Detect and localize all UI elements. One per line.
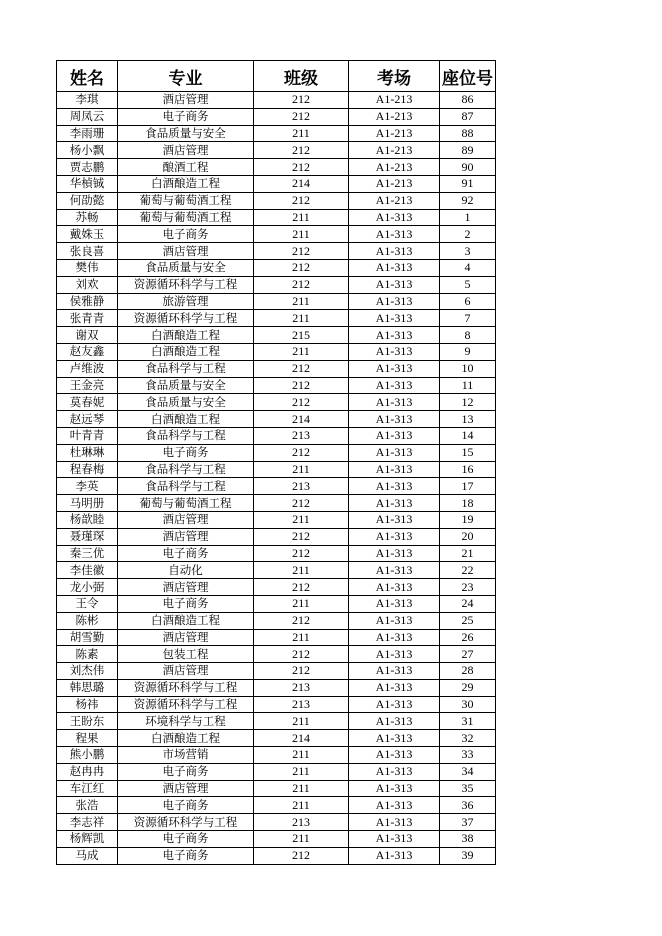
cell-name[interactable]: 赵远琴 bbox=[57, 411, 118, 428]
header-seat-number: 座位号 bbox=[440, 61, 496, 92]
cell-major[interactable]: 资源循环科学与工程 bbox=[118, 276, 254, 293]
cell-name[interactable]: 戴姝玉 bbox=[57, 226, 118, 243]
table-row bbox=[57, 327, 496, 344]
table-row bbox=[57, 478, 496, 495]
cell-exam-room[interactable]: A1-313 bbox=[349, 495, 440, 512]
cell-major[interactable]: 食品科学与工程 bbox=[118, 427, 254, 444]
cell-seat-number[interactable]: 23 bbox=[440, 579, 496, 596]
cell-class[interactable]: 213 bbox=[254, 427, 349, 444]
table-row bbox=[57, 142, 496, 159]
cell-name[interactable]: 陈素 bbox=[57, 646, 118, 663]
cell-major[interactable]: 酒店管理 bbox=[118, 579, 254, 596]
cell-class[interactable]: 211 bbox=[254, 310, 349, 327]
seating-table bbox=[56, 60, 496, 865]
cell-seat-number[interactable]: 86 bbox=[440, 92, 496, 109]
cell-seat-number[interactable]: 17 bbox=[440, 478, 496, 495]
cell-major[interactable]: 酒店管理 bbox=[118, 511, 254, 528]
cell-exam-room[interactable]: A1-313 bbox=[349, 646, 440, 663]
cell-name[interactable]: 侯雅静 bbox=[57, 293, 118, 310]
cell-name[interactable]: 贾志鹏 bbox=[57, 159, 118, 176]
cell-major[interactable]: 酒店管理 bbox=[118, 142, 254, 159]
cell-seat-number[interactable]: 5 bbox=[440, 276, 496, 293]
cell-exam-room[interactable]: A1-313 bbox=[349, 427, 440, 444]
table-row bbox=[57, 243, 496, 260]
cell-name[interactable]: 程春梅 bbox=[57, 461, 118, 478]
table-row bbox=[57, 343, 496, 360]
cell-exam-room[interactable]: A1-313 bbox=[349, 629, 440, 646]
cell-name[interactable]: 张青青 bbox=[57, 310, 118, 327]
cell-seat-number[interactable]: 32 bbox=[440, 730, 496, 747]
cell-major[interactable]: 环境科学与工程 bbox=[118, 713, 254, 730]
cell-name[interactable]: 樊伟 bbox=[57, 259, 118, 276]
cell-exam-room[interactable]: A1-313 bbox=[349, 310, 440, 327]
cell-major[interactable]: 食品质量与安全 bbox=[118, 377, 254, 394]
table-row bbox=[57, 444, 496, 461]
cell-major[interactable]: 葡萄与葡萄酒工程 bbox=[118, 209, 254, 226]
cell-major[interactable]: 资源循环科学与工程 bbox=[118, 814, 254, 831]
table-row bbox=[57, 310, 496, 327]
cell-exam-room[interactable]: A1-313 bbox=[349, 360, 440, 377]
table-row bbox=[57, 629, 496, 646]
table-row bbox=[57, 259, 496, 276]
cell-seat-number[interactable]: 88 bbox=[440, 125, 496, 142]
cell-exam-room[interactable]: A1-213 bbox=[349, 108, 440, 125]
cell-exam-room[interactable]: A1-313 bbox=[349, 562, 440, 579]
cell-major[interactable]: 白酒酿造工程 bbox=[118, 730, 254, 747]
cell-class[interactable]: 211 bbox=[254, 125, 349, 142]
cell-major[interactable]: 资源循环科学与工程 bbox=[118, 696, 254, 713]
cell-seat-number[interactable]: 91 bbox=[440, 175, 496, 192]
cell-name[interactable]: 何劭懿 bbox=[57, 192, 118, 209]
cell-class[interactable]: 211 bbox=[254, 797, 349, 814]
table-body bbox=[57, 92, 496, 865]
table-row bbox=[57, 679, 496, 696]
cell-name[interactable]: 王盼东 bbox=[57, 713, 118, 730]
cell-name[interactable]: 苏畅 bbox=[57, 209, 118, 226]
cell-exam-room[interactable]: A1-313 bbox=[349, 259, 440, 276]
cell-seat-number[interactable]: 31 bbox=[440, 713, 496, 730]
cell-name[interactable]: 李志祥 bbox=[57, 814, 118, 831]
table-row bbox=[57, 663, 496, 680]
table-row bbox=[57, 545, 496, 562]
cell-name[interactable]: 陈彬 bbox=[57, 612, 118, 629]
table-row bbox=[57, 377, 496, 394]
table-row bbox=[57, 646, 496, 663]
cell-major[interactable]: 电子商务 bbox=[118, 226, 254, 243]
cell-seat-number[interactable]: 4 bbox=[440, 259, 496, 276]
cell-exam-room[interactable]: A1-313 bbox=[349, 226, 440, 243]
cell-seat-number[interactable]: 36 bbox=[440, 797, 496, 814]
cell-seat-number[interactable]: 38 bbox=[440, 831, 496, 848]
cell-exam-room[interactable]: A1-313 bbox=[349, 679, 440, 696]
table-row bbox=[57, 92, 496, 109]
cell-class[interactable]: 211 bbox=[254, 226, 349, 243]
cell-major[interactable]: 白酒酿造工程 bbox=[118, 411, 254, 428]
cell-seat-number[interactable]: 13 bbox=[440, 411, 496, 428]
cell-seat-number[interactable]: 26 bbox=[440, 629, 496, 646]
cell-major[interactable]: 旅游管理 bbox=[118, 293, 254, 310]
table-row bbox=[57, 713, 496, 730]
cell-class[interactable]: 211 bbox=[254, 343, 349, 360]
table-row bbox=[57, 192, 496, 209]
cell-class[interactable]: 211 bbox=[254, 209, 349, 226]
cell-class[interactable]: 212 bbox=[254, 259, 349, 276]
cell-name[interactable]: 胡雪勤 bbox=[57, 629, 118, 646]
cell-seat-number[interactable]: 25 bbox=[440, 612, 496, 629]
cell-seat-number[interactable]: 20 bbox=[440, 528, 496, 545]
table-row bbox=[57, 511, 496, 528]
table-row bbox=[57, 747, 496, 764]
table-row bbox=[57, 495, 496, 512]
table-row bbox=[57, 175, 496, 192]
cell-major[interactable]: 食品质量与安全 bbox=[118, 259, 254, 276]
table-row bbox=[57, 562, 496, 579]
header-name: 姓名 bbox=[57, 61, 118, 92]
table-row bbox=[57, 226, 496, 243]
cell-name[interactable]: 刘杰伟 bbox=[57, 663, 118, 680]
cell-class[interactable]: 214 bbox=[254, 730, 349, 747]
table-row bbox=[57, 276, 496, 293]
cell-name[interactable]: 赵友鑫 bbox=[57, 343, 118, 360]
cell-seat-number[interactable]: 87 bbox=[440, 108, 496, 125]
cell-major[interactable]: 包装工程 bbox=[118, 646, 254, 663]
cell-class[interactable]: 212 bbox=[254, 394, 349, 411]
header-class: 班级 bbox=[254, 61, 349, 92]
cell-exam-room[interactable]: A1-313 bbox=[349, 444, 440, 461]
cell-exam-room[interactable]: A1-313 bbox=[349, 461, 440, 478]
cell-exam-room[interactable]: A1-313 bbox=[349, 511, 440, 528]
cell-name[interactable]: 杨辉凯 bbox=[57, 831, 118, 848]
cell-seat-number[interactable]: 39 bbox=[440, 847, 496, 864]
cell-major[interactable]: 电子商务 bbox=[118, 595, 254, 612]
cell-seat-number[interactable]: 11 bbox=[440, 377, 496, 394]
cell-class[interactable]: 211 bbox=[254, 763, 349, 780]
cell-class[interactable]: 213 bbox=[254, 679, 349, 696]
table-row bbox=[57, 209, 496, 226]
cell-major[interactable]: 葡萄与葡萄酒工程 bbox=[118, 192, 254, 209]
cell-exam-room[interactable]: A1-313 bbox=[349, 713, 440, 730]
cell-name[interactable]: 熊小鹏 bbox=[57, 747, 118, 764]
cell-seat-number[interactable]: 21 bbox=[440, 545, 496, 562]
cell-class[interactable]: 212 bbox=[254, 108, 349, 125]
cell-seat-number[interactable]: 90 bbox=[440, 159, 496, 176]
cell-name[interactable]: 韩思璐 bbox=[57, 679, 118, 696]
cell-exam-room[interactable]: A1-313 bbox=[349, 579, 440, 596]
cell-class[interactable]: 211 bbox=[254, 595, 349, 612]
cell-seat-number[interactable]: 6 bbox=[440, 293, 496, 310]
table-row bbox=[57, 579, 496, 596]
cell-seat-number[interactable]: 16 bbox=[440, 461, 496, 478]
cell-name[interactable]: 华楨铖 bbox=[57, 175, 118, 192]
table-row bbox=[57, 159, 496, 176]
cell-major[interactable]: 酒店管理 bbox=[118, 663, 254, 680]
cell-name[interactable]: 马明册 bbox=[57, 495, 118, 512]
cell-major[interactable]: 白酒酿造工程 bbox=[118, 327, 254, 344]
cell-class[interactable]: 214 bbox=[254, 411, 349, 428]
cell-exam-room[interactable]: A1-313 bbox=[349, 814, 440, 831]
cell-major[interactable]: 酒店管理 bbox=[118, 243, 254, 260]
cell-name[interactable]: 王令 bbox=[57, 595, 118, 612]
cell-exam-room[interactable]: A1-213 bbox=[349, 192, 440, 209]
cell-name[interactable]: 李英 bbox=[57, 478, 118, 495]
cell-class[interactable]: 212 bbox=[254, 142, 349, 159]
table-row bbox=[57, 360, 496, 377]
cell-seat-number[interactable]: 9 bbox=[440, 343, 496, 360]
cell-name[interactable]: 杜琳琳 bbox=[57, 444, 118, 461]
cell-seat-number[interactable]: 30 bbox=[440, 696, 496, 713]
cell-exam-room[interactable]: A1-313 bbox=[349, 747, 440, 764]
cell-seat-number[interactable]: 19 bbox=[440, 511, 496, 528]
cell-seat-number[interactable]: 33 bbox=[440, 747, 496, 764]
cell-name[interactable]: 张良喜 bbox=[57, 243, 118, 260]
cell-name[interactable]: 秦三优 bbox=[57, 545, 118, 562]
header-exam-room: 考场 bbox=[349, 61, 440, 92]
cell-exam-room[interactable]: A1-313 bbox=[349, 797, 440, 814]
cell-name[interactable]: 赵冉冉 bbox=[57, 763, 118, 780]
cell-major[interactable]: 电子商务 bbox=[118, 763, 254, 780]
cell-exam-room[interactable]: A1-213 bbox=[349, 159, 440, 176]
cell-name[interactable]: 周凤云 bbox=[57, 108, 118, 125]
cell-exam-room[interactable]: A1-313 bbox=[349, 528, 440, 545]
cell-class[interactable]: 212 bbox=[254, 579, 349, 596]
cell-name[interactable]: 叶青青 bbox=[57, 427, 118, 444]
table-row bbox=[57, 411, 496, 428]
cell-class[interactable]: 211 bbox=[254, 629, 349, 646]
table-row bbox=[57, 528, 496, 545]
cell-class[interactable]: 212 bbox=[254, 243, 349, 260]
cell-major[interactable]: 食品科学与工程 bbox=[118, 360, 254, 377]
cell-class[interactable]: 212 bbox=[254, 377, 349, 394]
cell-seat-number[interactable]: 10 bbox=[440, 360, 496, 377]
cell-exam-room[interactable]: A1-313 bbox=[349, 411, 440, 428]
cell-class[interactable]: 211 bbox=[254, 461, 349, 478]
cell-class[interactable]: 212 bbox=[254, 495, 349, 512]
cell-major[interactable]: 白酒酿造工程 bbox=[118, 175, 254, 192]
cell-exam-room[interactable]: A1-313 bbox=[349, 595, 440, 612]
cell-class[interactable]: 212 bbox=[254, 528, 349, 545]
table-row bbox=[57, 612, 496, 629]
cell-seat-number[interactable]: 15 bbox=[440, 444, 496, 461]
cell-name[interactable]: 莫春妮 bbox=[57, 394, 118, 411]
cell-major[interactable]: 酒店管理 bbox=[118, 629, 254, 646]
cell-major[interactable]: 白酒酿造工程 bbox=[118, 343, 254, 360]
cell-seat-number[interactable]: 37 bbox=[440, 814, 496, 831]
cell-exam-room[interactable]: A1-313 bbox=[349, 394, 440, 411]
cell-major[interactable]: 酿酒工程 bbox=[118, 159, 254, 176]
cell-seat-number[interactable]: 8 bbox=[440, 327, 496, 344]
cell-seat-number[interactable]: 24 bbox=[440, 595, 496, 612]
cell-class[interactable]: 214 bbox=[254, 175, 349, 192]
cell-major[interactable]: 电子商务 bbox=[118, 797, 254, 814]
cell-name[interactable]: 车江红 bbox=[57, 780, 118, 797]
cell-exam-room[interactable]: A1-313 bbox=[349, 343, 440, 360]
cell-class[interactable]: 212 bbox=[254, 360, 349, 377]
cell-class[interactable]: 213 bbox=[254, 478, 349, 495]
cell-exam-room[interactable]: A1-313 bbox=[349, 276, 440, 293]
cell-exam-room[interactable]: A1-313 bbox=[349, 763, 440, 780]
cell-major[interactable]: 食品科学与工程 bbox=[118, 461, 254, 478]
cell-name[interactable]: 程果 bbox=[57, 730, 118, 747]
cell-major[interactable]: 酒店管理 bbox=[118, 92, 254, 109]
cell-exam-room[interactable]: A1-313 bbox=[349, 545, 440, 562]
cell-exam-room[interactable]: A1-313 bbox=[349, 478, 440, 495]
cell-seat-number[interactable]: 14 bbox=[440, 427, 496, 444]
cell-exam-room[interactable]: A1-313 bbox=[349, 780, 440, 797]
cell-class[interactable]: 211 bbox=[254, 293, 349, 310]
cell-exam-room[interactable]: A1-313 bbox=[349, 730, 440, 747]
cell-seat-number[interactable]: 34 bbox=[440, 763, 496, 780]
cell-class[interactable]: 211 bbox=[254, 713, 349, 730]
cell-class[interactable]: 212 bbox=[254, 663, 349, 680]
cell-exam-room[interactable]: A1-313 bbox=[349, 293, 440, 310]
cell-exam-room[interactable]: A1-313 bbox=[349, 831, 440, 848]
cell-class[interactable]: 213 bbox=[254, 814, 349, 831]
cell-name[interactable]: 杨祎 bbox=[57, 696, 118, 713]
cell-class[interactable]: 212 bbox=[254, 276, 349, 293]
table-row bbox=[57, 595, 496, 612]
cell-name[interactable]: 卢维波 bbox=[57, 360, 118, 377]
cell-exam-room[interactable]: A1-313 bbox=[349, 847, 440, 864]
cell-class[interactable]: 212 bbox=[254, 192, 349, 209]
cell-seat-number[interactable]: 7 bbox=[440, 310, 496, 327]
cell-major[interactable]: 电子商务 bbox=[118, 545, 254, 562]
cell-class[interactable]: 212 bbox=[254, 159, 349, 176]
cell-seat-number[interactable]: 3 bbox=[440, 243, 496, 260]
cell-major[interactable]: 白酒酿造工程 bbox=[118, 612, 254, 629]
cell-major[interactable]: 食品质量与安全 bbox=[118, 125, 254, 142]
cell-exam-room[interactable]: A1-213 bbox=[349, 175, 440, 192]
cell-exam-room[interactable]: A1-213 bbox=[349, 92, 440, 109]
cell-seat-number[interactable]: 12 bbox=[440, 394, 496, 411]
cell-exam-room[interactable]: A1-313 bbox=[349, 663, 440, 680]
cell-class[interactable]: 211 bbox=[254, 511, 349, 528]
cell-class[interactable]: 212 bbox=[254, 646, 349, 663]
header-row bbox=[57, 61, 496, 92]
cell-class[interactable]: 212 bbox=[254, 545, 349, 562]
table-row bbox=[57, 797, 496, 814]
cell-exam-room[interactable]: A1-313 bbox=[349, 377, 440, 394]
cell-class[interactable]: 211 bbox=[254, 831, 349, 848]
cell-exam-room[interactable]: A1-213 bbox=[349, 142, 440, 159]
table-row bbox=[57, 108, 496, 125]
cell-major[interactable]: 食品质量与安全 bbox=[118, 394, 254, 411]
table-row bbox=[57, 831, 496, 848]
cell-exam-room[interactable]: A1-313 bbox=[349, 612, 440, 629]
table-row bbox=[57, 780, 496, 797]
cell-exam-room[interactable]: A1-313 bbox=[349, 243, 440, 260]
cell-seat-number[interactable]: 27 bbox=[440, 646, 496, 663]
cell-major[interactable]: 资源循环科学与工程 bbox=[118, 679, 254, 696]
cell-seat-number[interactable]: 92 bbox=[440, 192, 496, 209]
cell-seat-number[interactable]: 89 bbox=[440, 142, 496, 159]
cell-name[interactable]: 马成 bbox=[57, 847, 118, 864]
cell-name[interactable]: 龙小弼 bbox=[57, 579, 118, 596]
cell-exam-room[interactable]: A1-313 bbox=[349, 327, 440, 344]
cell-name[interactable]: 张浩 bbox=[57, 797, 118, 814]
cell-name[interactable]: 李琪 bbox=[57, 92, 118, 109]
cell-class[interactable]: 212 bbox=[254, 444, 349, 461]
table-row bbox=[57, 696, 496, 713]
cell-major[interactable]: 电子商务 bbox=[118, 831, 254, 848]
table-row bbox=[57, 427, 496, 444]
table-row bbox=[57, 394, 496, 411]
cell-exam-room[interactable]: A1-313 bbox=[349, 696, 440, 713]
cell-major[interactable]: 资源循环科学与工程 bbox=[118, 310, 254, 327]
cell-name[interactable]: 李雨珊 bbox=[57, 125, 118, 142]
cell-seat-number[interactable]: 35 bbox=[440, 780, 496, 797]
cell-major[interactable]: 酒店管理 bbox=[118, 528, 254, 545]
cell-name[interactable]: 王金亮 bbox=[57, 377, 118, 394]
cell-seat-number[interactable]: 29 bbox=[440, 679, 496, 696]
cell-class[interactable]: 211 bbox=[254, 747, 349, 764]
table-row bbox=[57, 293, 496, 310]
cell-class[interactable]: 211 bbox=[254, 562, 349, 579]
cell-seat-number[interactable]: 22 bbox=[440, 562, 496, 579]
cell-seat-number[interactable]: 28 bbox=[440, 663, 496, 680]
cell-class[interactable]: 211 bbox=[254, 780, 349, 797]
cell-name[interactable]: 谢双 bbox=[57, 327, 118, 344]
cell-class[interactable]: 215 bbox=[254, 327, 349, 344]
table-row bbox=[57, 847, 496, 864]
cell-major[interactable]: 酒店管理 bbox=[118, 780, 254, 797]
cell-class[interactable]: 212 bbox=[254, 847, 349, 864]
table-row bbox=[57, 125, 496, 142]
cell-class[interactable]: 212 bbox=[254, 612, 349, 629]
cell-name[interactable]: 杨小飘 bbox=[57, 142, 118, 159]
table-row bbox=[57, 763, 496, 780]
cell-major[interactable]: 自动化 bbox=[118, 562, 254, 579]
cell-seat-number[interactable]: 18 bbox=[440, 495, 496, 512]
cell-name[interactable]: 杨歆睦 bbox=[57, 511, 118, 528]
cell-name[interactable]: 李佳徽 bbox=[57, 562, 118, 579]
header-major: 专业 bbox=[118, 61, 254, 92]
cell-exam-room[interactable]: A1-213 bbox=[349, 125, 440, 142]
cell-major[interactable]: 葡萄与葡萄酒工程 bbox=[118, 495, 254, 512]
cell-major[interactable]: 电子商务 bbox=[118, 108, 254, 125]
cell-seat-number[interactable]: 2 bbox=[440, 226, 496, 243]
cell-exam-room[interactable]: A1-313 bbox=[349, 209, 440, 226]
table-row bbox=[57, 814, 496, 831]
cell-class[interactable]: 213 bbox=[254, 696, 349, 713]
cell-class[interactable]: 212 bbox=[254, 92, 349, 109]
cell-major[interactable]: 电子商务 bbox=[118, 847, 254, 864]
cell-name[interactable]: 聂瑾琛 bbox=[57, 528, 118, 545]
cell-seat-number[interactable]: 1 bbox=[440, 209, 496, 226]
cell-major[interactable]: 市场营销 bbox=[118, 747, 254, 764]
table-row bbox=[57, 730, 496, 747]
cell-major[interactable]: 电子商务 bbox=[118, 444, 254, 461]
table-row bbox=[57, 461, 496, 478]
cell-name[interactable]: 刘欢 bbox=[57, 276, 118, 293]
cell-major[interactable]: 食品科学与工程 bbox=[118, 478, 254, 495]
